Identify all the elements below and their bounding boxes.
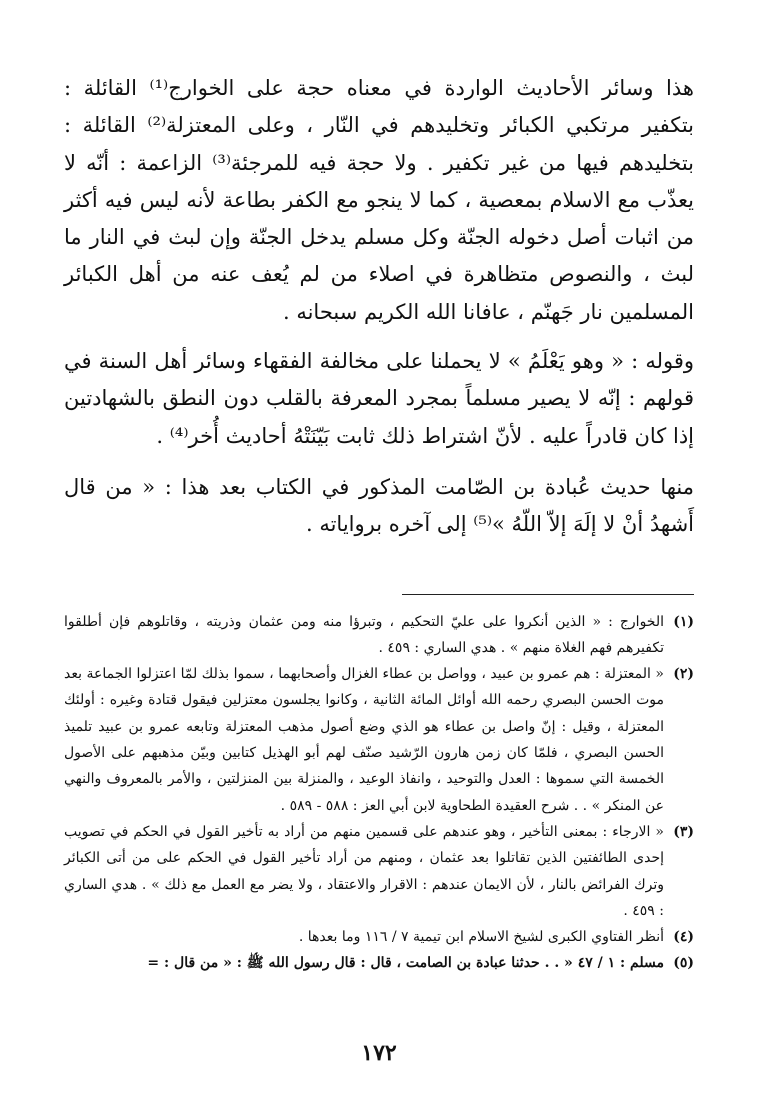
footnote: [64, 924, 694, 950]
footnote-text: الخوارج : « الذين أنكروا على عليّ التحكيم ، وتبرؤا منه ومن عثمان وذريته ، وقاتلوهم فإن أطلقوا تكفيرهم فهم الغلاة منهم » . هدي الساري : ٤٥٩ .: [64, 613, 664, 656]
footnote-number: (٢): [673, 666, 694, 683]
footnote: [64, 609, 694, 662]
footnotes: [64, 609, 694, 977]
main-text: [64, 70, 694, 544]
footnote-number: (٥): [673, 955, 694, 972]
footnote-text: مسلم : ١ / ٤٧ « . . حدثنا عبادة بن الصامت ، قال : قال رسول الله ﷺ : « من قال : =: [147, 955, 664, 972]
paragraph: منها حديث عُبادة بن الصّامت المذكور في الكتاب بعد هذا : « من قال أَشهدُ أنْ لا إلَهَ إلاّ اللّهُ »⁽⁵⁾ إلى آخره برواياته .: [64, 474, 694, 537]
footnote-number: (١): [673, 613, 694, 630]
footnote-text: أنظر الفتاوي الكبرى لشيخ الاسلام ابن تيمية ٧ / ١١٦ وما بعدها .: [298, 929, 664, 946]
footnote-number: (٤): [673, 929, 694, 946]
paragraph: وقوله : « وهو يَعْلَمُ » لا يحملنا على مخالفة الفقهاء وسائر أهل السنة في قولهم : إنّه لا يصير مسلماً بمجرد المعرفة بالقلب دون النطق بالشهادتين إذا كان قادراً عليه . لأنّ اشتراط ذلك ثابت بَيّنَتْهُ أحاديث أُخر⁽⁴⁾ .: [64, 349, 694, 448]
footnote-divider: [402, 594, 694, 595]
paragraph: هذا وسائر الأحاديث الواردة في معناه حجة على الخوارج⁽¹⁾ القائلة : بتكفير مرتكبي الكبائر وتخليدهم في النّار ، وعلى المعتزلة⁽²⁾ القائلة : بتخليدهم فيها من غير تكفير . ولا حجة فيه للمرجئة⁽³⁾ الزاعمة : أنّه لا يعذّب مع الاسلام بمعصية ، كما لا ينجو مع الكفر بطاعة لأنه ليس فيه أكثر من اثبات أصل دخوله الجنّة وكل مسلم يدخل الجنّة وإن لبث في النار ما لبث ، والنصوص متظاهرة في اصلاء من لم يُعف عنه من أهل الكبائر المسلمين نار جَهنّم ، عافانا الله الكريم سبحانه .: [64, 76, 695, 324]
footnote: [64, 819, 694, 924]
page-number: ١٧٢: [361, 1040, 397, 1066]
footnote-number: (٣): [673, 823, 694, 840]
footnote-text: « الارجاء : بمعنى التأخير ، وهو عندهم على قسمين منهم من أراد به تأخير القول في الحكم في تصويب إحدى الطائفتين الذين تقاتلوا بعد عثمان ، ومنهم من أراد تأخير القول في الحكم على من أتى الكبائر وترك الفرائض بالنار ، لأن الايمان عندهم : الاقرار والاعتقاد ، ولا يضر مع العمل مع ذلك » . هدي الساري : ٤٥٩ .: [64, 823, 664, 919]
footnote-text: « المعتزلة : هم عمرو بن عبيد ، وواصل بن عطاء الغزال وأصحابهما ، سموا بذلك لمّا اعتزلوا الجماعة بعد موت الحسن البصري رحمه الله أوائل المائة الثانية ، وكانوا يجلسون معتزلين فيقول قتادة وغيره : أولئك المعتزلة ، وقيل : إنّ واصل بن عطاء هو الذي وضع أصول مذهب المعتزلة وتابعه عمرو بن عبيد تلميذ الحسن البصري ، فلمّا كان زمن هارون الرّشيد صنّف لهم أبو الهذيل كتابين وبيّن مذهبهم على الأصول الخمسة التي سموها : العدل والتوحيد ، وانفاذ الوعيد ، والمنزلة بين المنزلتين ، والأمر بالمعروف والنهي عن المنكر » . . شرح العقيدة الطحاوية لابن أبي العز : ٥٨٨ - ٥٨٩ .: [64, 666, 664, 814]
footnote: [64, 950, 694, 976]
footnote: [64, 661, 694, 819]
